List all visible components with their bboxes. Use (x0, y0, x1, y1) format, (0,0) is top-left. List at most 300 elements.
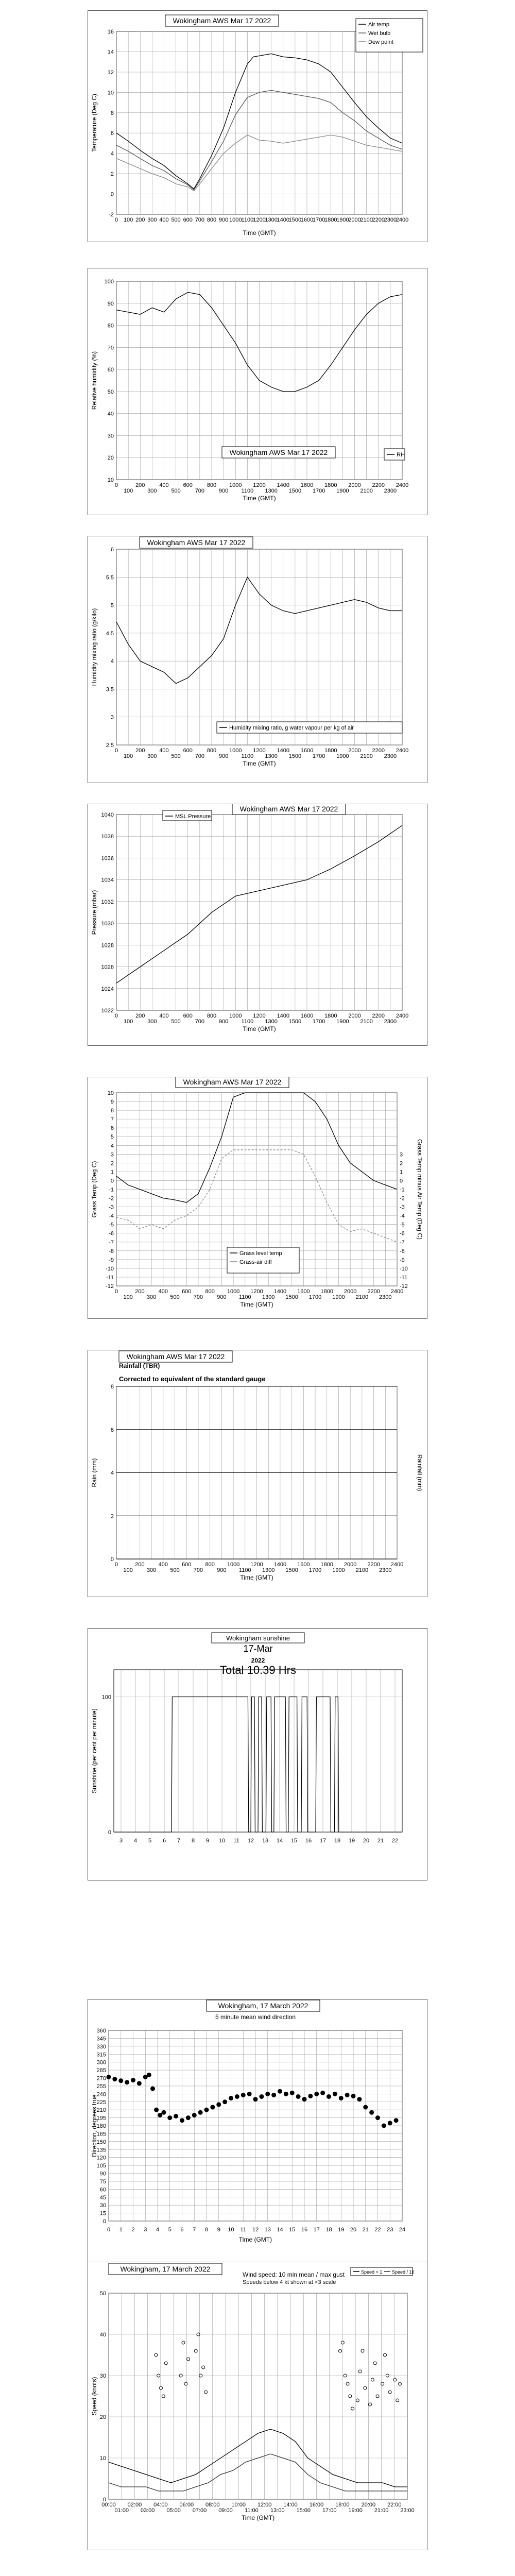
chart0-x-tick-label: 1700 (312, 217, 325, 223)
chart5-x-tick-label: 1000 (227, 1562, 240, 1568)
chart0-x-tick-label: 200 (135, 217, 145, 223)
chart7-y-tick-label: 75 (99, 2178, 106, 2185)
chart1-x-tick-label: 600 (183, 482, 193, 488)
temperature-chart (88, 11, 427, 242)
chart2-x-tick-label: 0 (114, 748, 118, 754)
chart7-x-axis-label: Time (GMT) (238, 2236, 272, 2243)
chart7-point (147, 2073, 151, 2077)
chart3-x-tick-label: 0 (114, 1013, 118, 1019)
chart6-x-tick-label: 17 (319, 1838, 327, 1844)
chart8-x-tick-label: 05:00 (166, 2507, 181, 2514)
chart3-x-tick-label: 1700 (312, 1019, 325, 1025)
chart2-x-axis-label: Time (GMT) (243, 760, 276, 767)
wind-direction-chart (88, 1999, 427, 2266)
chart7-subtitle: 5 minute mean wind direction (215, 2013, 296, 2021)
chart8-point (179, 2374, 182, 2377)
chart4-y2-tick-label: -5 (400, 1222, 405, 1228)
chart2-x-tick-label: 2300 (384, 753, 397, 759)
chart8-point (364, 2386, 367, 2389)
chart2-x-tick-label: 800 (207, 748, 217, 754)
chart1-x-tick-label: 0 (114, 482, 118, 488)
chart8-x-tick-label: 03:00 (140, 2507, 155, 2514)
chart5-x-tick-label: 900 (217, 1567, 227, 1573)
chart4-title: Wokingham AWS Mar 17 2022 (183, 1078, 282, 1086)
grass-temp-chart-panel (88, 1077, 427, 1319)
chart2-x-tick-label: 400 (159, 748, 169, 754)
chart2-x-tick-label: 1800 (324, 748, 337, 754)
chart6-x-tick-label: 5 (148, 1838, 152, 1844)
chart8-point (197, 2333, 200, 2336)
chart4-x-tick-label: 0 (114, 1289, 118, 1295)
chart7-point (158, 2113, 162, 2117)
chart8-x-tick-label: 04:00 (153, 2502, 168, 2508)
chart5-y-tick-label: 6 (110, 1427, 114, 1433)
chart3-y-tick-label: 1038 (101, 834, 114, 840)
chart5-subtitle: Rainfall (TBR) (119, 1362, 160, 1369)
chart7-point (180, 2119, 184, 2123)
chart6-x-tick-label: 11 (233, 1838, 239, 1844)
chart1-x-tick-label: 1100 (241, 488, 254, 494)
chart7-point (278, 2089, 282, 2093)
chart8-point (339, 2349, 342, 2352)
chart1-y-tick-label: 90 (107, 300, 114, 307)
chart2-x-tick-label: 1300 (265, 753, 278, 759)
chart3-title: Wokingham AWS Mar 17 2022 (239, 805, 338, 813)
chart7-point (253, 2097, 258, 2102)
chart2-x-tick-label: 2400 (396, 748, 409, 754)
chart0-legend-label: Wet bulb (368, 30, 391, 37)
chart5-x-tick-label: 0 (114, 1562, 118, 1568)
chart0-x-tick-label: 500 (171, 217, 181, 223)
chart8-x-tick-label: 13:00 (270, 2507, 285, 2514)
chart0-x-axis-label: Time (GMT) (243, 229, 276, 236)
chart4-y-tick-label: -5 (109, 1222, 114, 1228)
chart4-x-tick-label: 2400 (390, 1289, 404, 1295)
chart7-point (364, 2105, 368, 2109)
chart8-x-tick-label: 02:00 (127, 2502, 142, 2508)
chart8-point (341, 2341, 344, 2344)
chart0-y-tick-label: 8 (110, 110, 114, 116)
chart0-y-tick-label: 4 (110, 150, 114, 157)
chart2-y-tick-label: 2.5 (106, 742, 114, 749)
chart3-x-tick-label: 2300 (384, 1019, 397, 1025)
chart2-x-tick-label: 1200 (253, 748, 266, 754)
chart8-plot-area (109, 2293, 407, 2499)
chart3-x-tick-label: 1100 (241, 1019, 254, 1025)
chart3-x-tick-label: 1600 (300, 1013, 314, 1019)
chart4-x-tick-label: 900 (217, 1294, 227, 1300)
chart3-y-tick-label: 1024 (101, 986, 114, 992)
chart4-y2-tick-label: 2 (400, 1160, 403, 1167)
chart3-y-tick-label: 1026 (101, 964, 114, 971)
chart6-x-tick-label: 8 (191, 1838, 195, 1844)
chart3-x-tick-label: 2100 (360, 1019, 373, 1025)
chart7-y-tick-label: 225 (96, 2099, 106, 2106)
chart6-x-tick-label: 16 (305, 1838, 312, 1844)
chart8-point (356, 2399, 359, 2402)
chart4-x-tick-label: 1700 (308, 1294, 322, 1300)
chart7-y-tick-label: 315 (96, 2052, 106, 2058)
chart5-x-tick-label: 500 (170, 1567, 180, 1573)
chart8-point (393, 2378, 397, 2381)
chart0-legend-label: Air temp (368, 22, 389, 28)
wind-speed-chart-panel (88, 2262, 427, 2550)
pressure-chart-panel (88, 804, 427, 1046)
chart8-point (388, 2391, 391, 2394)
chart1-x-tick-label: 1300 (265, 488, 278, 494)
chart3-y-tick-label: 1028 (101, 942, 114, 949)
chart7-point (296, 2094, 300, 2098)
chart3-x-tick-label: 1000 (229, 1013, 242, 1019)
mixing-ratio-chart (88, 536, 427, 783)
chart8-point (164, 2362, 167, 2365)
chart0-x-tick-label: 1400 (277, 217, 289, 223)
chart3-x-axis-label: Time (GMT) (243, 1025, 276, 1032)
chart6-y-tick-label: 100 (101, 1694, 111, 1701)
chart8-legend-label: Speed > 1 (361, 2269, 383, 2275)
chart0-x-tick-label: 1800 (324, 217, 337, 223)
chart7-point (162, 2110, 166, 2114)
chart5-x-tick-label: 100 (123, 1567, 133, 1573)
chart0-x-tick-label: 100 (123, 217, 133, 223)
chart7-point (290, 2091, 294, 2095)
chart0-y-tick-label: 6 (110, 130, 114, 137)
chart7-point (266, 2092, 270, 2096)
chart2-y-tick-label: 4 (110, 658, 114, 665)
temperature-chart-panel (88, 10, 427, 242)
chart7-y-tick-label: 60 (99, 2187, 106, 2193)
chart4-y-tick-label: 2 (110, 1160, 114, 1167)
chart3-x-tick-label: 1500 (288, 1019, 302, 1025)
chart3-x-tick-label: 1800 (324, 1013, 337, 1019)
chart4-y-tick-label: -4 (109, 1213, 114, 1219)
chart7-point (382, 2124, 386, 2128)
chart8-point (157, 2374, 160, 2377)
chart4-y2-tick-label: 0 (400, 1178, 403, 1184)
chart8-point (346, 2382, 349, 2385)
chart7-point (321, 2091, 325, 2095)
chart8-x-tick-label: 06:00 (179, 2502, 194, 2508)
chart2-x-tick-label: 1600 (300, 748, 314, 754)
chart8-x-tick-label: 01:00 (114, 2507, 129, 2514)
chart6-x-tick-label: 21 (377, 1838, 384, 1844)
chart5-x-tick-label: 2400 (390, 1562, 404, 1568)
chart5-y-tick-label: 4 (110, 1470, 114, 1477)
chart4-y2-tick-label: 3 (400, 1151, 403, 1158)
chart8-point (184, 2382, 187, 2385)
chart7-point (357, 2097, 362, 2102)
chart8-x-tick-label: 08:00 (205, 2502, 220, 2508)
chart4-x-axis-label: Time (GMT) (240, 1301, 273, 1308)
chart1-x-tick-label: 2300 (384, 488, 397, 494)
chart7-y-tick-label: 210 (96, 2107, 106, 2114)
chart7-point (192, 2113, 196, 2117)
chart7-y-tick-label: 345 (96, 2036, 106, 2042)
chart0-x-tick-label: 2300 (384, 217, 397, 223)
chart4-y-tick-label: 0 (110, 1178, 114, 1184)
chart6-x-tick-label: 3 (119, 1838, 123, 1844)
chart7-x-tick-label: 16 (301, 2227, 308, 2233)
chart7-point (211, 2105, 215, 2109)
chart3-x-tick-label: 600 (183, 1013, 193, 1019)
chart7-x-tick-label: 17 (313, 2227, 320, 2233)
chart5-x-tick-label: 1500 (285, 1567, 298, 1573)
chart2-x-tick-label: 300 (147, 753, 157, 759)
chart7-point (351, 2094, 355, 2098)
chart8-point (194, 2349, 197, 2352)
chart8-x-tick-label: 14:00 (283, 2502, 298, 2508)
chart7-x-tick-label: 23 (387, 2227, 393, 2233)
chart6-year: 2022 (251, 1657, 265, 1664)
chart5-x-tick-label: 2000 (344, 1562, 357, 1568)
chart5-x-tick-label: 1700 (308, 1567, 322, 1573)
chart1-x-tick-label: 800 (207, 482, 217, 488)
chart0-y-tick-label: 14 (107, 49, 114, 56)
chart0-x-tick-label: 1600 (300, 217, 314, 223)
chart7-point (223, 2100, 227, 2104)
wind-direction-chart-panel (88, 1999, 427, 2267)
chart7-x-tick-label: 21 (362, 2227, 369, 2233)
chart8-point (384, 2353, 387, 2357)
chart4-y-tick-label: -6 (109, 1230, 114, 1237)
chart1-legend-label: RH (397, 452, 405, 458)
chart1-y-tick-label: 30 (107, 433, 114, 439)
chart0-x-tick-label: 0 (114, 217, 118, 223)
chart1-x-tick-label: 1600 (300, 482, 314, 488)
chart1-x-tick-label: 400 (159, 482, 169, 488)
chart4-x-tick-label: 600 (182, 1289, 192, 1295)
chart8-x-tick-label: 19:00 (348, 2507, 363, 2514)
chart1-x-tick-label: 500 (171, 488, 181, 494)
chart8-point (349, 2395, 352, 2398)
chart8-point (371, 2378, 374, 2381)
chart8-point (386, 2374, 389, 2377)
chart4-y-tick-label: 3 (110, 1151, 114, 1158)
chart8-point (344, 2374, 347, 2377)
chart7-x-tick-label: 1 (119, 2227, 123, 2233)
chart4-y2-tick-label: -6 (400, 1230, 405, 1237)
chart7-point (302, 2097, 306, 2102)
chart6-x-tick-label: 7 (177, 1838, 181, 1844)
wind-speed-chart (88, 2262, 427, 2550)
chart8-x-tick-label: 20:00 (361, 2502, 376, 2508)
chart5-y2-axis-label: Rainfall (mm) (416, 1454, 423, 1492)
chart6-y-axis-label: Sunshine (per cent per minute) (91, 1708, 98, 1793)
chart8-y-axis-label: Speed (knots) (91, 2377, 98, 2416)
chart3-x-tick-label: 2000 (348, 1013, 361, 1019)
chart3-x-tick-label: 300 (147, 1019, 157, 1025)
chart0-x-tick-label: 2400 (396, 217, 409, 223)
chart8-point (399, 2382, 402, 2385)
chart5-x-axis-label: Time (GMT) (240, 1574, 273, 1581)
chart1-x-tick-label: 1800 (324, 482, 337, 488)
chart8-y-tick-label: 50 (99, 2291, 106, 2297)
chart4-x-tick-label: 2100 (355, 1294, 369, 1300)
chart8-title: Wokingham, 17 March 2022 (120, 2265, 211, 2273)
chart2-y-tick-label: 5.5 (106, 574, 114, 581)
chart1-y-tick-label: 100 (104, 279, 114, 285)
chart8-x-axis-label: Time (GMT) (241, 2514, 275, 2521)
chart4-x-tick-label: 100 (123, 1294, 133, 1300)
chart0-x-tick-label: 1100 (241, 217, 254, 223)
chart2-legend-label: Humidity mixing ratio, g water vapour per kg of air (229, 725, 354, 731)
chart7-x-tick-label: 19 (338, 2227, 345, 2233)
chart8-point (204, 2391, 208, 2394)
chart4-x-tick-label: 1500 (285, 1294, 298, 1300)
chart4-x-tick-label: 800 (205, 1289, 215, 1295)
chart7-point (333, 2092, 337, 2096)
chart6-x-tick-label: 6 (162, 1838, 166, 1844)
chart4-x-tick-label: 1300 (262, 1294, 275, 1300)
chart7-x-tick-label: 12 (252, 2227, 259, 2233)
chart7-point (370, 2110, 374, 2114)
chart4-x-tick-label: 1600 (297, 1289, 310, 1295)
chart4-x-tick-label: 1200 (250, 1289, 263, 1295)
chart1-y-tick-label: 10 (107, 477, 114, 483)
chart3-x-tick-label: 800 (207, 1013, 217, 1019)
chart0-x-tick-label: 600 (183, 217, 193, 223)
chart7-x-tick-label: 7 (193, 2227, 196, 2233)
chart4-x-tick-label: 700 (193, 1294, 203, 1300)
chart6-x-tick-label: 15 (290, 1838, 298, 1844)
chart1-x-tick-label: 2400 (396, 482, 409, 488)
chart2-x-tick-label: 2200 (372, 748, 385, 754)
chart4-x-tick-label: 400 (158, 1289, 168, 1295)
chart2-x-tick-label: 1400 (277, 748, 289, 754)
chart8-point (358, 2370, 362, 2373)
chart7-point (119, 2079, 123, 2083)
chart0-x-tick-label: 2200 (372, 217, 385, 223)
chart1-x-tick-label: 1400 (277, 482, 289, 488)
chart1-x-axis-label: Time (GMT) (243, 495, 276, 502)
chart1-x-tick-label: 2100 (360, 488, 373, 494)
chart4-x-tick-label: 2300 (379, 1294, 392, 1300)
chart4-y2-tick-label: -9 (400, 1257, 405, 1263)
chart0-x-tick-label: 300 (147, 217, 157, 223)
chart4-legend-label: Grass level temp (239, 1250, 282, 1257)
chart5-title: Wokingham AWS Mar 17 2022 (126, 1352, 225, 1361)
chart7-x-tick-label: 3 (144, 2227, 147, 2233)
chart2-x-tick-label: 2100 (360, 753, 373, 759)
chart1-x-tick-label: 700 (195, 488, 205, 494)
chart8-point (182, 2341, 185, 2344)
chart1-y-tick-label: 70 (107, 345, 114, 351)
chart4-y2-tick-label: 1 (400, 1169, 403, 1176)
chart5-x-tick-label: 1300 (262, 1567, 275, 1573)
chart8-y-tick-label: 30 (99, 2373, 106, 2379)
chart3-x-tick-label: 1200 (253, 1013, 266, 1019)
chart8-point (351, 2407, 354, 2410)
chart7-y-axis-label: Direction, degrees true (91, 2094, 98, 2157)
chart8-x-tick-label: 00:00 (101, 2502, 116, 2508)
chart8-x-tick-label: 17:00 (322, 2507, 337, 2514)
chart0-y-tick-label: 12 (107, 69, 114, 76)
chart7-point (394, 2119, 398, 2123)
chart8-x-tick-label: 22:00 (387, 2502, 402, 2508)
chart3-y-tick-label: 1030 (101, 921, 114, 927)
chart4-y-tick-label: 1 (110, 1169, 114, 1176)
chart7-x-tick-label: 14 (277, 2227, 283, 2233)
chart4-x-tick-label: 2200 (367, 1289, 380, 1295)
chart5-x-tick-label: 700 (193, 1567, 203, 1573)
chart5-x-tick-label: 1900 (332, 1567, 345, 1573)
chart8-note: Speeds below 4 kt shown at ×3 scale (243, 2279, 336, 2285)
chart5-x-tick-label: 600 (182, 1562, 192, 1568)
chart0-title: Wokingham AWS Mar 17 2022 (173, 16, 271, 25)
chart1-x-tick-label: 900 (218, 488, 229, 494)
chart4-y-tick-label: 10 (107, 1090, 114, 1096)
chart1-x-tick-label: 1500 (288, 488, 302, 494)
chart7-point (327, 2094, 331, 2098)
chart7-x-tick-label: 0 (107, 2227, 111, 2233)
chart6-x-tick-label: 22 (391, 1838, 399, 1844)
chart2-x-tick-label: 1900 (336, 753, 349, 759)
chart7-point (284, 2092, 288, 2096)
humidity-chart (88, 268, 427, 515)
chart0-x-tick-label: 800 (207, 217, 217, 223)
chart3-y-tick-label: 1040 (101, 812, 114, 818)
chart5-x-tick-label: 2100 (355, 1567, 369, 1573)
chart7-point (229, 2096, 233, 2100)
chart2-y-tick-label: 3 (110, 714, 114, 721)
chart8-y-tick-label: 10 (99, 2455, 106, 2462)
chart2-x-tick-label: 1700 (312, 753, 325, 759)
chart2-x-tick-label: 100 (123, 753, 133, 759)
chart7-point (345, 2093, 349, 2097)
chart7-point (168, 2116, 172, 2120)
chart5-y-tick-label: 8 (110, 1384, 114, 1390)
chart7-point (151, 2087, 155, 2091)
chart7-y-tick-label: 255 (96, 2083, 106, 2090)
chart7-y-tick-label: 105 (96, 2163, 106, 2170)
chart3-x-tick-label: 1900 (336, 1019, 349, 1025)
chart2-x-tick-label: 200 (135, 748, 145, 754)
chart0-x-tick-label: 400 (159, 217, 169, 223)
chart0-x-tick-label: 900 (218, 217, 229, 223)
chart4-x-tick-label: 1900 (332, 1294, 345, 1300)
chart8-x-tick-label: 21:00 (374, 2507, 389, 2514)
rainfall-chart (88, 1350, 427, 1597)
chart7-y-tick-label: 165 (96, 2131, 106, 2138)
chart4-y2-tick-label: -3 (400, 1204, 405, 1211)
chart1-x-tick-label: 100 (123, 488, 133, 494)
chart0-x-tick-label: 1300 (265, 217, 278, 223)
chart7-y-tick-label: 90 (99, 2171, 106, 2177)
chart7-y-tick-label: 195 (96, 2115, 106, 2122)
chart7-point (260, 2094, 264, 2098)
chart2-y-tick-label: 4.5 (106, 630, 114, 637)
chart4-y2-tick-label: -8 (400, 1248, 405, 1255)
chart3-x-tick-label: 2400 (396, 1013, 409, 1019)
chart1-title: Wokingham AWS Mar 17 2022 (229, 448, 328, 456)
chart3-legend-label: MSL Pressure (175, 814, 211, 820)
chart0-x-tick-label: 1000 (229, 217, 242, 223)
chart3-x-tick-label: 200 (135, 1013, 145, 1019)
chart0-x-tick-label: 2100 (360, 217, 373, 223)
chart3-y-tick-label: 1034 (101, 877, 114, 884)
chart6-x-tick-label: 10 (218, 1838, 226, 1844)
chart3-x-tick-label: 700 (195, 1019, 205, 1025)
pressure-chart (88, 804, 427, 1045)
chart7-point (131, 2078, 135, 2082)
chart3-x-tick-label: 1300 (265, 1019, 278, 1025)
chart2-x-tick-label: 600 (183, 748, 193, 754)
chart5-x-tick-label: 1400 (273, 1562, 287, 1568)
chart7-x-tick-label: 10 (228, 2227, 234, 2233)
chart0-y-tick-label: 2 (110, 171, 114, 178)
chart3-y-axis-label: Pressure (mbar) (91, 890, 98, 935)
chart5-x-tick-label: 300 (146, 1567, 157, 1573)
